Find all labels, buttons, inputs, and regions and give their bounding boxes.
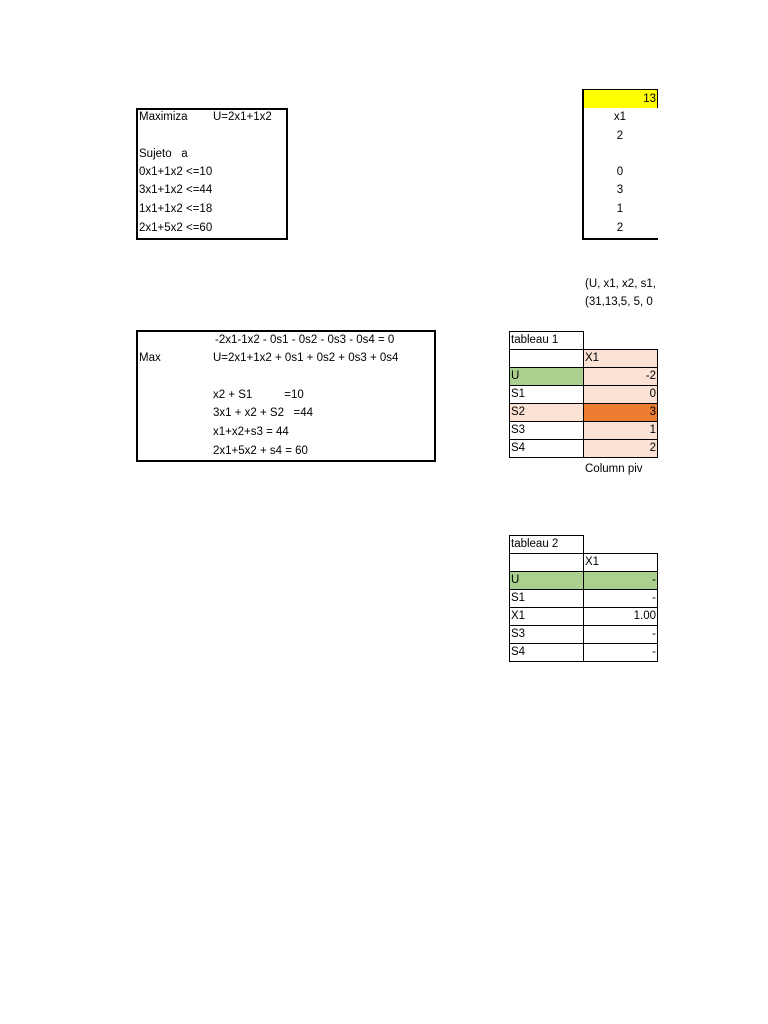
highlight-cell-edge [657,89,658,108]
equation-1: x2 + S1 =10 [213,389,304,401]
coef-constraint-2: 3 [616,184,624,196]
tableau-2 [509,535,658,662]
coef-objective: 2 [616,130,624,142]
tableau-1-cell[interactable]: -2 [584,368,658,386]
coef-constraint-3: 1 [616,203,624,215]
tableau-2-cell[interactable]: - [584,644,658,662]
constraint-4: 2x1+5x2 <=60 [139,222,213,234]
maximize-label: Maximiza [139,111,188,123]
tableau-1-col-header[interactable]: X1 [584,350,658,368]
tableau-2-corner[interactable] [510,554,584,572]
constraint-3: 1x1+1x2 <=18 [139,203,213,215]
coef-header: x1 [613,111,627,123]
tableau-2-cell[interactable]: - [584,626,658,644]
tableau-1-row [510,386,658,404]
tableau-1-row [510,440,658,458]
tableau-2-row-label[interactable]: S4 [510,644,584,662]
tableau-2-row-label[interactable]: S3 [510,626,584,644]
tableau-2-blank [584,536,658,554]
tableau-2-cell[interactable]: - [584,572,658,590]
tableau-1-header-row [510,350,658,368]
tableau-1-title[interactable]: tableau 1 [510,332,584,350]
tableau-2-cell[interactable]: - [584,590,658,608]
equation-3: x1+x2+s3 = 44 [213,426,289,438]
tableau-1-row [510,368,658,386]
tableau-1-row [510,422,658,440]
tableau-1-cell[interactable]: 1 [584,422,658,440]
standard-form-objective: U=2x1+1x2 + 0s1 + 0s2 + 0s3 + 0s4 [213,352,399,364]
tableau-2-title[interactable]: tableau 2 [510,536,584,554]
equation-4: 2x1+5x2 + s4 = 60 [213,445,308,457]
constraint-1: 0x1+1x2 <=10 [139,166,213,178]
tableau-1-row-label[interactable]: S4 [510,440,584,458]
tableau-2-row [510,572,658,590]
tableau-2-row [510,626,658,644]
tableau-2-title-row [510,536,658,554]
max-label: Max [139,352,161,364]
coef-border-bottom [582,238,658,240]
tableau-1-blank [584,332,658,350]
tableau-1-row-label[interactable]: S1 [510,386,584,404]
tableau-2-header-row [510,554,658,572]
equation-2: 3x1 + x2 + S2 =44 [213,407,314,419]
column-pivot-note: Column piv [585,463,643,475]
constraint-2: 3x1+1x2 <=44 [139,184,213,196]
coef-constraint-4: 2 [616,222,624,234]
coef-constraint-1: 0 [616,166,624,178]
tableau-1 [509,331,658,458]
tableau-1-row-label[interactable]: U [510,368,584,386]
highlight-value: 13 [643,93,656,105]
objective-function: U=2x1+1x2 [213,111,272,123]
solution-vars: (U, x1, x2, s1, [585,278,656,290]
tableau-2-row-label[interactable]: U [510,572,584,590]
tableau-1-cell[interactable]: 0 [584,386,658,404]
tableau-1-row-label[interactable]: S3 [510,422,584,440]
tableau-1-row-label[interactable]: S2 [510,404,584,422]
standard-form-row0: -2x1-1x2 - 0s1 - 0s2 - 0s3 - 0s4 = 0 [215,334,395,346]
solution-values: (31,13,5, 5, 0 [585,296,653,308]
tableau-2-row-label[interactable]: S1 [510,590,584,608]
tableau-2-row [510,590,658,608]
tableau-2-row [510,644,658,662]
tableau-1-corner[interactable] [510,350,584,368]
tableau-1-row [510,404,658,422]
tableau-2-cell[interactable]: 1.00 [584,608,658,626]
tableau-1-title-row [510,332,658,350]
tableau-2-col-header[interactable]: X1 [584,554,658,572]
subject-to-label: Sujeto a [139,148,188,160]
tableau-2-row-label[interactable]: X1 [510,608,584,626]
tableau-2-row [510,608,658,626]
tableau-1-pivot-cell[interactable]: 3 [584,404,658,422]
tableau-1-cell[interactable]: 2 [584,440,658,458]
